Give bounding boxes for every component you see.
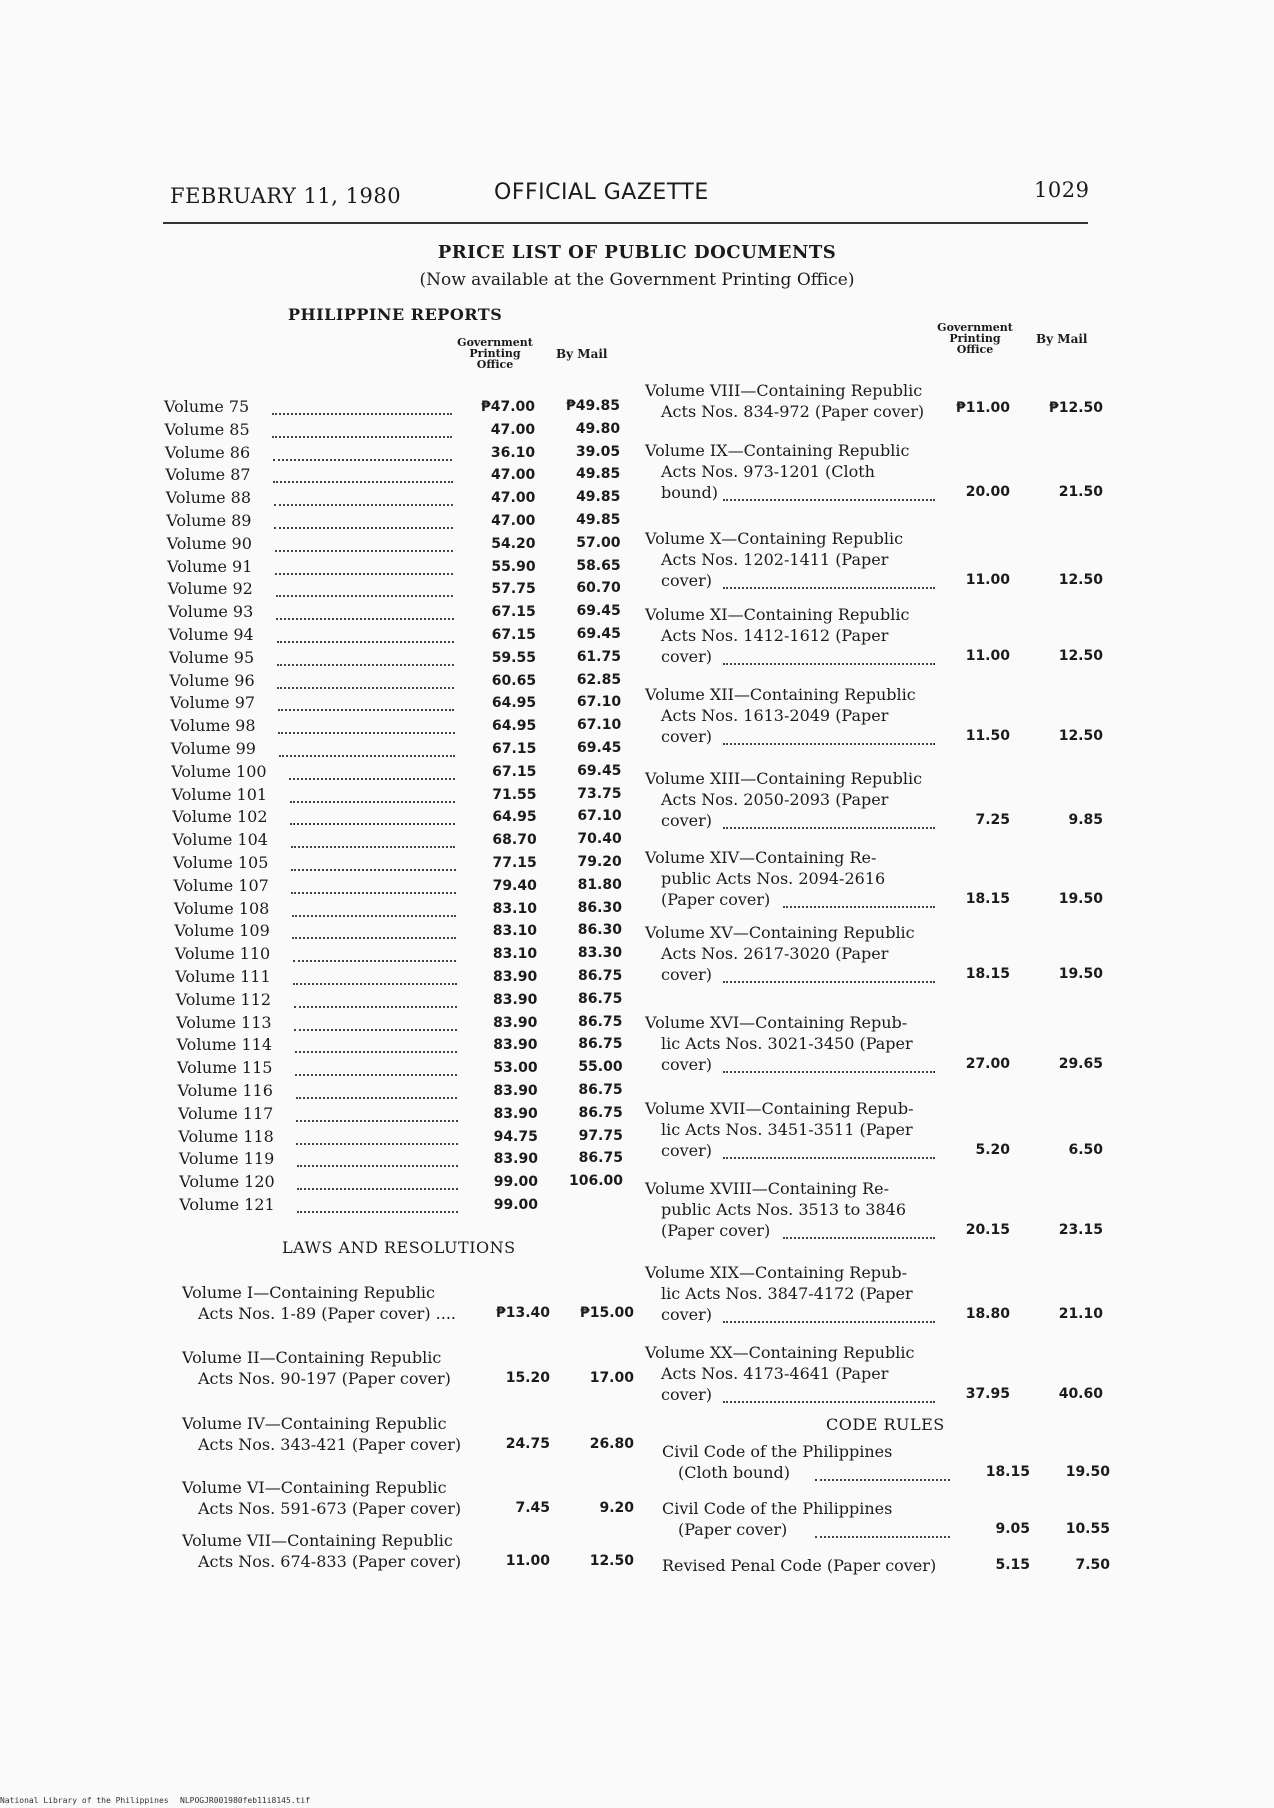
header-rule (163, 222, 1088, 224)
law-entry-line: Volume VII—Containing Republic (182, 1531, 453, 1550)
gov-price: ₱47.00 (480, 399, 535, 415)
mail-price: 21.50 (1058, 484, 1103, 500)
mail-price: 67.10 (577, 808, 622, 825)
gov-price: 55.90 (491, 558, 536, 575)
leader-dots (723, 585, 935, 589)
gov-price: 67.15 (491, 604, 536, 621)
law-entry-line: Acts Nos. 674-833 (Paper cover) (198, 1552, 462, 1571)
law-entry (645, 1262, 913, 1325)
volume-label: Volume 105 (173, 853, 269, 872)
mail-price: 9.85 (1068, 812, 1103, 828)
volume-label: Volume 111 (175, 967, 271, 986)
doc-subtitle: (Now available at the Government Printing Office) (419, 270, 855, 290)
gov-price: 47.00 (491, 513, 536, 529)
leader-dots (289, 776, 455, 780)
leader-dots (296, 1141, 457, 1145)
volume-label: Volume 100 (171, 761, 267, 781)
section-philippine-reports: PHILIPPINE REPORTS (288, 305, 503, 324)
mail-price: 17.00 (589, 1370, 634, 1386)
law-entry-line: Volume IX—Containing Republic (645, 441, 910, 460)
law-entry-line: Acts Nos. 591-673 (Paper cover) (198, 1499, 462, 1518)
volume-label: Volume 90 (166, 533, 252, 553)
mail-price: 79.20 (577, 854, 622, 870)
volume-label: Volume 117 (177, 1103, 274, 1123)
mail-price: 55.00 (578, 1059, 623, 1076)
mail-price: 62.85 (576, 671, 622, 688)
gov-price: 60.65 (491, 672, 537, 689)
mail-price: 12.50 (1058, 728, 1103, 744)
gov-price: 18.15 (985, 1464, 1030, 1480)
code-entry-line: (Cloth bound) (678, 1463, 791, 1482)
gov-price: 83.90 (492, 969, 538, 985)
leader-dots (277, 639, 454, 643)
mail-price: 97.75 (578, 1127, 623, 1144)
footer-library: National Library of the Philippines (0, 1796, 169, 1805)
volume-label: Volume 94 (168, 625, 254, 644)
volume-label: Volume 109 (174, 921, 270, 941)
leader-dots (292, 913, 456, 917)
code-entry-line: Civil Code of the Philippines (662, 1442, 893, 1461)
law-entry-line: Acts Nos. 2617-3020 (Paper (661, 944, 889, 963)
law-entry (182, 1413, 461, 1455)
leader-dots (278, 707, 454, 711)
gov-price: 20.00 (965, 484, 1010, 500)
col-gov-line2: Printing (949, 332, 1001, 345)
mail-price: 69.45 (577, 762, 622, 779)
mail-price: 12.50 (1058, 572, 1103, 588)
leader-dots (723, 741, 935, 745)
gov-price: 47.00 (491, 490, 536, 507)
leader-dots (292, 935, 456, 939)
mail-price: 6.50 (1068, 1142, 1103, 1158)
leader-dots (273, 479, 452, 483)
gov-price: 83.10 (492, 900, 537, 917)
mail-price: 58.65 (576, 557, 621, 574)
leader-dots (290, 821, 455, 825)
law-entry-line: Acts Nos. 90-197 (Paper cover) (198, 1369, 451, 1388)
mail-price: 12.50 (1058, 648, 1103, 664)
law-entry-line: Acts Nos. 4173-4641 (Paper (661, 1364, 889, 1383)
leader-dots (293, 958, 457, 962)
law-entry-line: (Paper cover) (661, 1221, 771, 1240)
law-entry-line: cover) (661, 1055, 712, 1074)
volume-label: Volume 88 (165, 488, 252, 508)
law-entry (645, 1012, 913, 1075)
mail-price: 49.85 (575, 466, 621, 483)
gov-price: ₱13.40 (495, 1305, 550, 1321)
mail-price: 69.45 (577, 740, 622, 756)
law-entry-line: cover) (661, 727, 712, 746)
leader-dots (291, 844, 456, 848)
gov-price: 5.15 (995, 1557, 1030, 1573)
volume-label: Volume 87 (165, 465, 251, 485)
gov-price: 83.90 (493, 991, 538, 1008)
leader-dots (723, 979, 935, 983)
leader-dots (723, 1319, 935, 1323)
volume-label: Volume 120 (179, 1172, 275, 1192)
law-entry-line: Volume X—Containing Republic (645, 529, 904, 548)
leader-dots (723, 1155, 935, 1159)
gov-price: 24.75 (505, 1436, 550, 1452)
law-entry-line: Acts Nos. 1412-1612 (Paper (661, 626, 889, 645)
mail-price: 73.75 (577, 785, 622, 802)
mail-price: 26.80 (589, 1436, 634, 1452)
gov-price: 83.90 (493, 1083, 538, 1099)
gov-price: 47.00 (490, 421, 536, 438)
volume-label: Volume 93 (168, 602, 254, 622)
volume-label: Volume 121 (179, 1195, 275, 1214)
mail-price: 19.50 (1058, 891, 1103, 907)
gov-price: 53.00 (493, 1060, 538, 1077)
mail-price: 67.10 (576, 717, 622, 734)
mail-price: 86.30 (577, 899, 622, 916)
law-entry-line: lic Acts Nos. 3847-4172 (Paper (661, 1284, 913, 1303)
volume-label: Volume 85 (164, 419, 250, 439)
gov-price: 15.20 (505, 1370, 550, 1386)
gov-price: 37.95 (965, 1386, 1010, 1402)
law-entry (645, 1342, 914, 1405)
col-gov-line2: Printing (469, 347, 521, 360)
gov-price: 83.10 (492, 923, 538, 940)
volume-label: Volume 98 (170, 716, 256, 736)
mail-price: 40.60 (1058, 1386, 1103, 1402)
gov-price: 7.25 (975, 812, 1010, 828)
mail-price: 19.50 (1058, 966, 1103, 982)
law-entry-line: cover) (661, 811, 712, 830)
leader-dots (291, 867, 456, 871)
gov-price: 77.15 (492, 855, 537, 871)
gov-price: 20.15 (965, 1222, 1010, 1238)
law-entry-line: Acts Nos. 1202-1411 (Paper (661, 550, 889, 569)
law-entry-line: public Acts Nos. 2094-2616 (661, 869, 886, 888)
mail-price: 86.75 (578, 1036, 623, 1053)
mail-price: 83.30 (577, 945, 623, 962)
law-entry-line: Volume IV—Containing Republic (182, 1414, 447, 1433)
volume-label: Volume 115 (177, 1058, 273, 1078)
leader-dots (294, 1027, 457, 1031)
mail-price: 86.75 (578, 1082, 623, 1098)
volume-label: Volume 75 (164, 397, 250, 416)
gov-price: 71.55 (492, 786, 537, 803)
law-entry-line: bound) (661, 483, 718, 502)
leader-dots (815, 1534, 950, 1538)
gov-price: 83.90 (493, 1151, 538, 1168)
leader-dots (297, 1163, 458, 1167)
mail-price: 9.20 (599, 1500, 634, 1516)
volume-label: Volume 95 (168, 647, 255, 667)
leader-dots (783, 1235, 935, 1239)
doc-title: PRICE LIST OF PUBLIC DOCUMENTS (437, 242, 837, 263)
mail-price: ₱12.50 (1048, 400, 1103, 416)
law-entry (645, 528, 903, 591)
law-entry-line: cover) (661, 1141, 712, 1160)
law-entry-line: Volume VIII—Containing Republic (645, 381, 923, 400)
leader-dots (723, 661, 935, 665)
footer-file: NLPOGJR001980feb11i8145.tif (180, 1796, 311, 1805)
law-entry (645, 922, 915, 985)
mail-price: 60.70 (576, 580, 621, 597)
gov-price: 83.90 (493, 1105, 538, 1122)
gov-price: 5.20 (975, 1142, 1010, 1158)
mail-price: 86.75 (578, 1013, 623, 1030)
mail-price: 10.55 (1065, 1521, 1110, 1537)
gov-price: ₱11.00 (955, 400, 1010, 416)
law-entry-line: cover) (661, 1305, 712, 1324)
col-header-mail-left: By Mail (556, 347, 608, 361)
volume-label: Volume 118 (178, 1126, 274, 1146)
law-entry (182, 1477, 461, 1519)
leader-dots (783, 904, 935, 908)
mail-price: 7.50 (1075, 1557, 1110, 1573)
leader-dots (273, 457, 452, 461)
leader-dots (276, 616, 454, 620)
volume-label: Volume 92 (167, 579, 253, 599)
law-entry-line: Volume I—Containing Republic (182, 1283, 436, 1302)
code-entry (662, 1555, 936, 1576)
law-entry-line: cover) (661, 1385, 712, 1404)
mail-price: 67.10 (576, 694, 622, 711)
volume-label: Volume 86 (164, 442, 251, 462)
gov-price: 27.00 (965, 1056, 1010, 1072)
gov-price: 18.15 (965, 891, 1010, 907)
gov-price: 67.15 (491, 627, 536, 643)
law-entry-line: Acts Nos. 1-89 (Paper cover) .... (198, 1304, 456, 1323)
law-entry (645, 380, 924, 422)
leader-dots (274, 525, 453, 529)
col-header-mail-right: By Mail (1036, 332, 1088, 346)
mail-price: 86.30 (577, 922, 623, 939)
gov-price: 57.75 (491, 581, 536, 598)
gov-price: 99.00 (493, 1174, 539, 1191)
mail-price: 106.00 (569, 1173, 624, 1190)
gov-price: 18.15 (965, 966, 1010, 982)
mail-price: 39.05 (575, 443, 621, 460)
volume-label: Volume 114 (176, 1035, 272, 1055)
page-number: 1029 (1034, 178, 1090, 202)
gov-price: 67.15 (492, 763, 537, 780)
leader-dots (272, 434, 452, 438)
gov-price: 99.00 (493, 1197, 539, 1213)
law-entry-line: (Paper cover) (661, 890, 771, 909)
mail-price: 69.45 (576, 626, 621, 642)
law-entry-line: lic Acts Nos. 3451-3511 (Paper (661, 1120, 913, 1139)
mail-price: 86.75 (578, 990, 623, 1007)
gov-price: 83.90 (493, 1037, 538, 1054)
law-entry-line: Volume XI—Containing Republic (645, 605, 910, 624)
mail-price: 23.15 (1058, 1222, 1103, 1238)
gov-price: 59.55 (491, 649, 536, 666)
volume-label: Volume 104 (172, 830, 268, 850)
law-entry-line: lic Acts Nos. 3021-3450 (Paper (661, 1034, 913, 1053)
leader-dots (277, 662, 454, 666)
law-entry (182, 1530, 461, 1572)
mail-price: 29.65 (1058, 1056, 1103, 1072)
code-entry-line: (Paper cover) (678, 1520, 788, 1539)
gov-price: 83.10 (492, 946, 538, 963)
leader-dots (295, 1072, 457, 1076)
law-entry-line: Volume XV—Containing Republic (645, 923, 915, 942)
mail-price: 57.00 (576, 534, 621, 551)
law-entry-line: cover) (661, 647, 712, 666)
gov-price: 7.45 (515, 1500, 550, 1516)
law-entry-line: Volume XIII—Containing Republic (645, 769, 923, 788)
law-entry-line: cover) (661, 571, 712, 590)
mail-price: 12.50 (589, 1553, 634, 1569)
leader-dots (293, 981, 456, 985)
law-entry-line: Volume VI—Containing Republic (182, 1478, 447, 1497)
code-entry-line: Revised Penal Code (Paper cover) (662, 1556, 937, 1575)
header-title: OFFICIAL GAZETTE (494, 180, 709, 205)
law-entry (645, 440, 909, 503)
leader-dots (297, 1186, 458, 1190)
section-laws-resolutions: LAWS AND RESOLUTIONS (282, 1238, 516, 1257)
section-code-rules: CODE RULES (826, 1415, 945, 1434)
leader-dots (275, 571, 453, 575)
col-gov-line1: Government (457, 336, 533, 349)
law-entry-line: Volume XX—Containing Republic (645, 1343, 915, 1362)
gov-price: 11.00 (965, 572, 1010, 588)
volume-label: Volume 102 (172, 807, 268, 827)
volume-label: Volume 119 (178, 1149, 275, 1169)
leader-dots (815, 1477, 950, 1481)
mail-price: ₱49.85 (565, 398, 620, 414)
law-entry (645, 1178, 906, 1241)
volume-label: Volume 110 (174, 944, 271, 964)
volume-label: Volume 91 (167, 556, 253, 576)
leader-dots (723, 825, 935, 829)
leader-dots (294, 1004, 457, 1008)
mail-price: 49.85 (576, 512, 621, 528)
leader-dots (723, 1399, 935, 1403)
leader-dots (723, 497, 935, 501)
law-entry-line: Volume XIX—Containing Repub- (645, 1263, 907, 1282)
col-header-gov-left (450, 337, 540, 370)
gov-price: 18.80 (965, 1306, 1010, 1322)
mail-price: 49.80 (575, 420, 621, 437)
gov-price: 64.95 (491, 695, 537, 712)
volume-label: Volume 96 (169, 670, 255, 690)
volume-label: Volume 113 (176, 1012, 272, 1032)
gov-price: 67.15 (492, 741, 537, 757)
volume-label: Volume 97 (169, 693, 256, 713)
law-entry-line: Acts Nos. 973-1201 (Cloth (661, 462, 875, 481)
mail-price: 86.75 (578, 1150, 623, 1167)
law-entry-line: Volume XVIII—Containing Re- (645, 1179, 890, 1198)
law-entry (645, 604, 909, 667)
col-gov-line3: Office (476, 358, 514, 371)
mail-price: 69.45 (576, 603, 621, 620)
law-entry-line: cover) (661, 965, 712, 984)
law-entry-line: Acts Nos. 1613-2049 (Paper (661, 706, 889, 725)
leader-dots (274, 502, 453, 506)
volume-label: Volume 101 (171, 784, 268, 804)
mail-price: 86.75 (577, 968, 623, 984)
gov-price: 36.10 (490, 444, 536, 461)
leader-dots (723, 1069, 935, 1073)
law-entry-line: Volume XIV—Containing Re- (645, 848, 877, 867)
law-entry-line: Acts Nos. 834-972 (Paper cover) (661, 402, 925, 421)
leader-dots (295, 1049, 457, 1053)
law-entry (645, 1098, 913, 1161)
leader-dots (276, 593, 454, 597)
leader-dots (297, 1209, 458, 1213)
mail-price: ₱15.00 (579, 1305, 634, 1321)
volume-label: Volume 107 (173, 875, 269, 895)
leader-dots (277, 685, 454, 689)
leader-dots (275, 548, 453, 552)
gov-price: 11.00 (965, 648, 1010, 664)
mail-price: 86.75 (578, 1104, 623, 1121)
volume-label: Volume 112 (175, 989, 272, 1009)
volume-label: Volume 99 (170, 739, 256, 758)
leader-dots (278, 730, 454, 734)
header-date: FEBRUARY 11, 1980 (170, 184, 402, 208)
mail-price: 70.40 (577, 831, 622, 848)
leader-dots (291, 890, 455, 894)
volume-label: Volume 116 (177, 1081, 273, 1100)
law-entry-line: Volume XVII—Containing Repub- (645, 1099, 914, 1118)
mail-price: 81.80 (577, 876, 622, 893)
leader-dots (272, 411, 452, 415)
gov-price: 94.75 (493, 1128, 538, 1145)
volume-label: Volume 108 (173, 898, 270, 918)
law-entry-line: public Acts Nos. 3513 to 3846 (661, 1200, 906, 1219)
gov-price: 68.70 (492, 832, 537, 849)
law-entry-line: Volume II—Containing Republic (182, 1348, 442, 1367)
law-entry (645, 847, 885, 910)
gov-price: 83.90 (493, 1014, 538, 1031)
gov-price: 64.95 (492, 809, 537, 826)
col-gov-line3: Office (956, 343, 994, 356)
leader-dots (296, 1095, 458, 1099)
leader-dots (296, 1118, 458, 1122)
mail-price: 61.75 (576, 648, 621, 665)
gov-price: 54.20 (491, 535, 536, 552)
leader-dots (290, 799, 455, 803)
gov-price: 47.00 (490, 467, 536, 484)
law-entry-line: Volume XVI—Containing Repub- (645, 1013, 908, 1032)
gov-price: 79.40 (492, 877, 537, 894)
law-entry (182, 1282, 456, 1324)
volume-label: Volume 89 (166, 511, 252, 530)
law-entry (645, 684, 916, 747)
law-entry-line: Acts Nos. 2050-2093 (Paper (661, 790, 889, 809)
gov-price: 11.50 (965, 728, 1010, 744)
law-entry (182, 1347, 451, 1389)
mail-price: 21.10 (1058, 1306, 1103, 1322)
col-gov-line1: Government (937, 321, 1013, 334)
law-entry (645, 768, 922, 831)
leader-dots (279, 753, 455, 757)
col-header-gov-right (930, 322, 1020, 355)
code-entry-line: Civil Code of the Philippines (662, 1499, 893, 1518)
law-entry-line: Acts Nos. 343-421 (Paper cover) (198, 1435, 462, 1454)
gov-price: 64.95 (491, 718, 537, 735)
mail-price: 49.85 (576, 489, 621, 506)
mail-price: 19.50 (1065, 1464, 1110, 1480)
law-entry-line: Volume XII—Containing Republic (645, 685, 916, 704)
gov-price: 9.05 (995, 1521, 1030, 1537)
gov-price: 11.00 (505, 1553, 550, 1569)
